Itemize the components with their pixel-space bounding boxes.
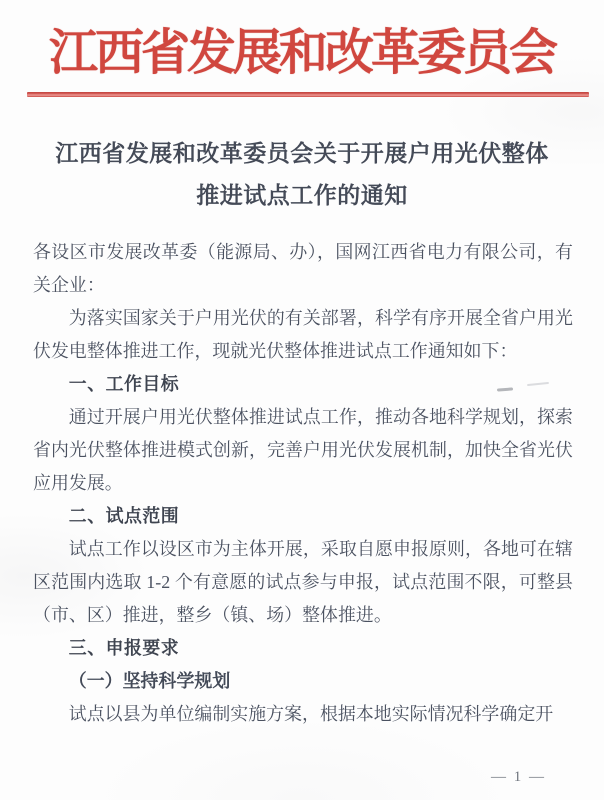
- document-body: [33, 236, 573, 731]
- heading-application-requirements: 三、申报要求: [68, 638, 180, 658]
- paragraph-scientific-planning: 试点以县为单位编制实施方案，根据本地实际情况科学确定开: [68, 704, 554, 724]
- heading-work-objectives: 一、工作目标: [68, 374, 180, 394]
- document-title-line2: 推进试点工作的通知: [196, 183, 408, 208]
- paragraph-pilot-scope: 试点工作以设区市为主体开展，采取自愿申报原则，各地可在辖区范围内选取 1-2 个有意愿的试点参与申报，试点范围不限，可整县（市、区）推进，整乡（镇、场）整体推进。: [33, 539, 573, 625]
- document-title-line1: 江西省发展和改革委员会关于开展户用光伏整体: [55, 141, 549, 166]
- letterhead-agency-name: 江西省发展和改革委员会: [48, 25, 555, 80]
- heading-pilot-scope: 二、试点范围: [68, 506, 180, 526]
- subheading-scientific-planning: （一）坚持科学规划: [68, 671, 231, 691]
- intro-paragraph: 为落实国家关于户用光伏的有关部署，科学有序开展全省户用光伏发电整体推进工作，现就光伏整体推进试点工作通知如下：: [33, 308, 573, 361]
- paragraph-work-objectives: 通过开展户用光伏整体推进试点工作，推动各地科学规划，探索省内光伏整体推进模式创新，完善户用光伏发展机制，加快全省光伏应用发展。: [33, 407, 573, 493]
- salutation: 各设区市发展改革委（能源局、办），国网江西省电力有限公司，有关企业：: [33, 242, 573, 295]
- letterhead-divider-line: [27, 92, 589, 97]
- document-title: [0, 133, 604, 217]
- page-number: — 1 —: [491, 769, 546, 785]
